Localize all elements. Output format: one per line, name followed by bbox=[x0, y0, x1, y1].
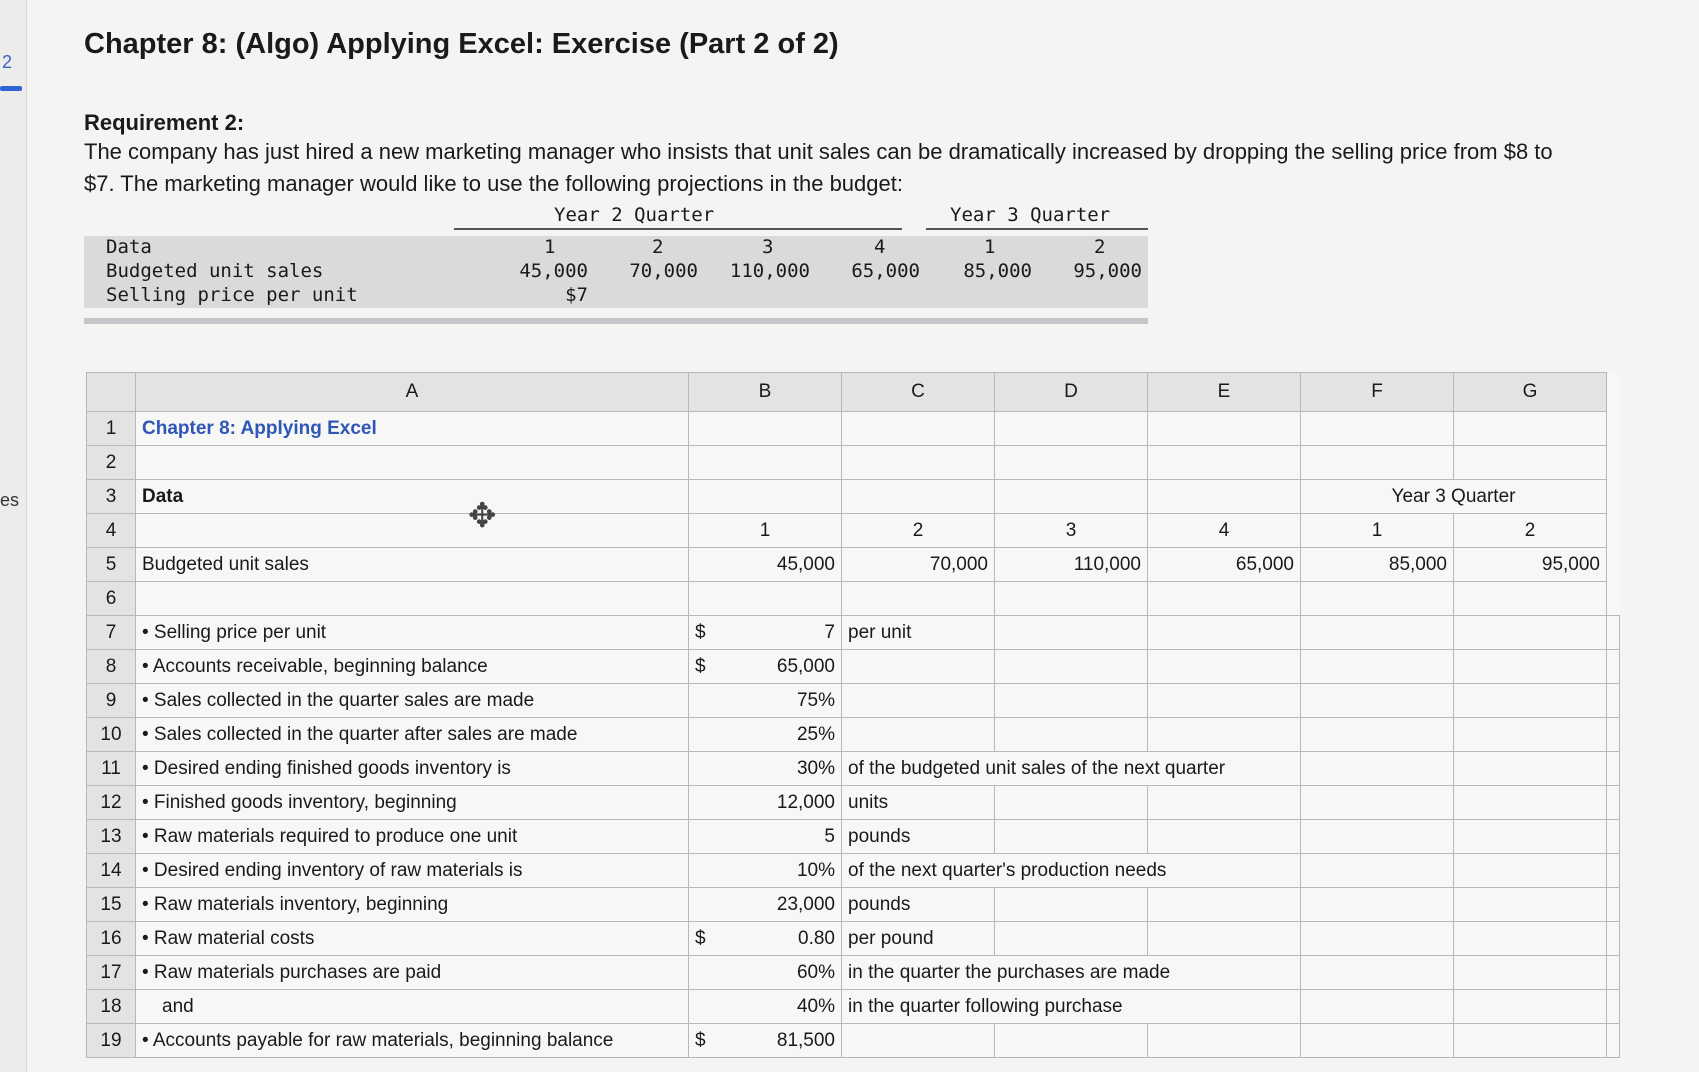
cell[interactable] bbox=[689, 412, 842, 446]
year3-quarter-header: Year 3 Quarter bbox=[950, 204, 1111, 226]
param-value-cell[interactable] bbox=[689, 1024, 842, 1058]
cell[interactable] bbox=[1454, 650, 1607, 684]
projection-bottom-rule bbox=[84, 318, 1148, 324]
cell[interactable] bbox=[1148, 820, 1301, 854]
param-label-cell[interactable]: • Raw materials purchases are paid bbox=[136, 956, 689, 990]
param-label-cell[interactable]: • Sales collected in the quarter after sales are made bbox=[136, 718, 689, 752]
sheet-title-cell[interactable]: Chapter 8: Applying Excel bbox=[136, 412, 689, 446]
cell[interactable] bbox=[136, 514, 689, 548]
cell[interactable] bbox=[1301, 412, 1454, 446]
selling-price-label: Selling price per unit bbox=[106, 284, 358, 306]
row-header[interactable]: 10 bbox=[87, 718, 136, 752]
row-header[interactable]: 17 bbox=[87, 956, 136, 990]
row-header[interactable]: 15 bbox=[87, 888, 136, 922]
cell[interactable] bbox=[1454, 820, 1607, 854]
cell[interactable] bbox=[1148, 1024, 1301, 1058]
param-value: 5 bbox=[824, 825, 835, 847]
cell[interactable] bbox=[1454, 956, 1607, 990]
row-header[interactable]: 5 bbox=[87, 548, 136, 582]
param-label-cell[interactable]: and bbox=[136, 990, 689, 1024]
cell[interactable] bbox=[1148, 446, 1301, 480]
param-value: 81,500 bbox=[776, 1029, 835, 1051]
param-value-cell[interactable] bbox=[689, 752, 842, 786]
param-value: 75% bbox=[796, 689, 835, 711]
row-header[interactable]: 9 bbox=[87, 684, 136, 718]
param-label-cell[interactable]: • Sales collected in the quarter sales are made bbox=[136, 684, 689, 718]
param-note-cell[interactable]: pounds bbox=[842, 820, 995, 854]
q-header: 2 bbox=[1094, 236, 1106, 258]
cell[interactable] bbox=[995, 684, 1148, 718]
cell[interactable] bbox=[1301, 990, 1454, 1024]
param-label-cell[interactable]: • Desired ending inventory of raw materials is bbox=[136, 854, 689, 888]
quarter-cell[interactable]: 3 bbox=[995, 514, 1148, 548]
cell[interactable] bbox=[1148, 684, 1301, 718]
param-label-cell[interactable]: • Desired ending finished goods inventory is bbox=[136, 752, 689, 786]
row-header[interactable]: 11 bbox=[87, 752, 136, 786]
budgeted-value-cell[interactable]: 85,000 bbox=[1301, 548, 1454, 582]
param-value-cell[interactable] bbox=[689, 820, 842, 854]
param-value: 23,000 bbox=[776, 893, 835, 915]
cell[interactable] bbox=[1607, 922, 1620, 956]
param-value-cell[interactable] bbox=[689, 786, 842, 820]
cell[interactable] bbox=[1148, 582, 1301, 616]
param-label-cell[interactable]: • Raw material costs bbox=[136, 922, 689, 956]
param-label-cell[interactable]: • Finished goods inventory, beginning bbox=[136, 786, 689, 820]
cell[interactable] bbox=[995, 616, 1148, 650]
row-header[interactable]: 4 bbox=[87, 514, 136, 548]
cell[interactable] bbox=[1607, 684, 1620, 718]
q-header: 2 bbox=[652, 236, 664, 258]
cell[interactable] bbox=[1301, 718, 1454, 752]
cell[interactable] bbox=[995, 922, 1148, 956]
param-value: 12,000 bbox=[776, 791, 835, 813]
col-header-F[interactable]: F bbox=[1301, 373, 1454, 412]
cell[interactable] bbox=[1454, 752, 1607, 786]
q-header: 1 bbox=[544, 236, 556, 258]
cell[interactable] bbox=[995, 412, 1148, 446]
cell[interactable] bbox=[842, 480, 995, 514]
cell[interactable] bbox=[1454, 922, 1607, 956]
cell[interactable] bbox=[1301, 616, 1454, 650]
cell[interactable] bbox=[1607, 820, 1620, 854]
cell[interactable] bbox=[1607, 650, 1620, 684]
budgeted-value-cell[interactable]: 110,000 bbox=[995, 548, 1148, 582]
price-value: $7 bbox=[565, 284, 588, 306]
cell[interactable] bbox=[1148, 922, 1301, 956]
param-value: 65,000 bbox=[776, 655, 835, 677]
year3-rule bbox=[926, 228, 1148, 230]
row-header[interactable]: 3 bbox=[87, 480, 136, 514]
param-value-cell[interactable] bbox=[689, 854, 842, 888]
page-title: Chapter 8: (Algo) Applying Excel: Exercise (Part 2 of 2) bbox=[84, 28, 839, 60]
param-label-cell[interactable]: • Accounts payable for raw materials, beginning balance bbox=[136, 1024, 689, 1058]
param-label-cell[interactable]: • Selling price per unit bbox=[136, 616, 689, 650]
cell[interactable] bbox=[1607, 616, 1620, 650]
sales-value: 110,000 bbox=[729, 260, 810, 282]
cell[interactable] bbox=[1454, 990, 1607, 1024]
cell[interactable] bbox=[1454, 446, 1607, 480]
cell[interactable] bbox=[995, 888, 1148, 922]
cell[interactable] bbox=[1148, 650, 1301, 684]
cell[interactable] bbox=[1454, 888, 1607, 922]
col-header-D[interactable]: D bbox=[995, 373, 1148, 412]
sales-value: 65,000 bbox=[851, 260, 920, 282]
row-header[interactable]: 8 bbox=[87, 650, 136, 684]
param-value-cell[interactable] bbox=[689, 650, 842, 684]
q-header: 1 bbox=[984, 236, 996, 258]
cell[interactable] bbox=[1607, 956, 1620, 990]
cell[interactable] bbox=[1454, 412, 1607, 446]
q-header: 3 bbox=[762, 236, 774, 258]
cell[interactable] bbox=[995, 1024, 1148, 1058]
budgeted-value-cell[interactable]: 95,000 bbox=[1454, 548, 1607, 582]
cell[interactable] bbox=[1301, 888, 1454, 922]
cell[interactable] bbox=[1607, 752, 1620, 786]
cell[interactable] bbox=[689, 446, 842, 480]
cell[interactable] bbox=[1607, 990, 1620, 1024]
cell[interactable] bbox=[1454, 684, 1607, 718]
budgeted-value-cell[interactable]: 45,000 bbox=[689, 548, 842, 582]
cell[interactable] bbox=[842, 412, 995, 446]
param-note-cell[interactable]: in the quarter the purchases are made bbox=[842, 956, 1301, 990]
cell[interactable] bbox=[1301, 820, 1454, 854]
param-value-cell[interactable] bbox=[689, 888, 842, 922]
param-note-cell[interactable]: per pound bbox=[842, 922, 995, 956]
param-value-cell[interactable] bbox=[689, 990, 842, 1024]
sidebar-active-indicator bbox=[0, 86, 22, 91]
cell[interactable] bbox=[1454, 786, 1607, 820]
col-header-E[interactable]: E bbox=[1148, 373, 1301, 412]
sales-value: 95,000 bbox=[1073, 260, 1142, 282]
cell[interactable] bbox=[1301, 956, 1454, 990]
param-label-cell[interactable]: • Raw materials inventory, beginning bbox=[136, 888, 689, 922]
param-note-cell[interactable]: of the budgeted unit sales of the next quarter bbox=[842, 752, 1301, 786]
cell[interactable] bbox=[1148, 718, 1301, 752]
param-value: 10% bbox=[796, 859, 835, 881]
requirement-text: The company has just hired a new marketing manager who insists that unit sales can be dramatically increased by dropping the selling price from $8 to $7. The marketing manager would like to use the following projections in the budget: bbox=[84, 139, 1553, 196]
cell[interactable] bbox=[1301, 650, 1454, 684]
cell[interactable] bbox=[1301, 684, 1454, 718]
year2-quarter-header: Year 2 Quarter bbox=[554, 204, 715, 226]
cell[interactable] bbox=[136, 582, 689, 616]
quarter-cell[interactable]: 2 bbox=[1454, 514, 1607, 548]
parameter-rows bbox=[87, 616, 1620, 1058]
cell[interactable] bbox=[1607, 854, 1620, 888]
param-note-cell[interactable]: per unit bbox=[842, 616, 995, 650]
row-header[interactable]: 12 bbox=[87, 786, 136, 820]
year2-rule bbox=[454, 228, 902, 230]
param-note-cell[interactable] bbox=[842, 1024, 995, 1058]
sidebar-label[interactable]: es bbox=[0, 490, 20, 510]
currency-symbol: $ bbox=[695, 621, 706, 643]
cell[interactable] bbox=[995, 446, 1148, 480]
row-header[interactable]: 16 bbox=[87, 922, 136, 956]
cell[interactable] bbox=[842, 446, 995, 480]
cell[interactable] bbox=[995, 650, 1148, 684]
cell[interactable] bbox=[1454, 718, 1607, 752]
quarter-cell[interactable]: 4 bbox=[1148, 514, 1301, 548]
param-value: 40% bbox=[796, 995, 835, 1017]
left-sidebar bbox=[0, 0, 27, 1072]
cell[interactable] bbox=[1301, 752, 1454, 786]
col-header-B[interactable]: B bbox=[689, 373, 842, 412]
cell[interactable] bbox=[1301, 854, 1454, 888]
row-header[interactable]: 7 bbox=[87, 616, 136, 650]
param-value: 25% bbox=[796, 723, 835, 745]
col-header-A[interactable]: A bbox=[136, 373, 689, 412]
spreadsheet-grid bbox=[86, 372, 1620, 1058]
quarter-cell[interactable]: 2 bbox=[842, 514, 995, 548]
param-value: 30% bbox=[796, 757, 835, 779]
param-note-cell[interactable] bbox=[842, 684, 995, 718]
cell[interactable] bbox=[842, 582, 995, 616]
row-header[interactable]: 14 bbox=[87, 854, 136, 888]
param-value-cell[interactable] bbox=[689, 956, 842, 990]
param-value: 0.80 bbox=[798, 927, 835, 949]
param-note-cell[interactable]: in the quarter following purchase bbox=[842, 990, 1301, 1024]
param-note-cell[interactable]: of the next quarter's production needs bbox=[842, 854, 1301, 888]
quarter-cell[interactable]: 1 bbox=[689, 514, 842, 548]
param-label-cell[interactable]: • Accounts receivable, beginning balance bbox=[136, 650, 689, 684]
row-header[interactable]: 1 bbox=[87, 412, 136, 446]
corner-cell[interactable] bbox=[87, 373, 136, 412]
currency-symbol: $ bbox=[695, 1029, 706, 1051]
cell[interactable] bbox=[1148, 480, 1301, 514]
cell[interactable] bbox=[995, 820, 1148, 854]
move-cursor-icon: ✥ bbox=[468, 497, 497, 535]
cell[interactable] bbox=[1607, 888, 1620, 922]
quarter-cell[interactable]: 1 bbox=[1301, 514, 1454, 548]
cell[interactable] bbox=[1301, 922, 1454, 956]
cell[interactable] bbox=[1301, 1024, 1454, 1058]
cell[interactable] bbox=[1148, 412, 1301, 446]
sales-value: 85,000 bbox=[963, 260, 1032, 282]
data-cell[interactable]: Data bbox=[136, 480, 689, 514]
data-label: Data bbox=[106, 236, 152, 258]
cell[interactable] bbox=[1148, 786, 1301, 820]
param-value-cell[interactable] bbox=[689, 718, 842, 752]
budgeted-sales-label: Budgeted unit sales bbox=[106, 260, 324, 282]
cell[interactable] bbox=[1454, 854, 1607, 888]
row-header[interactable]: 2 bbox=[87, 446, 136, 480]
currency-symbol: $ bbox=[695, 655, 706, 677]
cell[interactable] bbox=[1454, 1024, 1607, 1058]
param-note-cell[interactable] bbox=[842, 718, 995, 752]
cell[interactable] bbox=[995, 480, 1148, 514]
projection-table bbox=[84, 204, 1148, 328]
cell[interactable] bbox=[1301, 582, 1454, 616]
budgeted-value-cell[interactable]: 65,000 bbox=[1148, 548, 1301, 582]
cell[interactable] bbox=[689, 582, 842, 616]
cell[interactable] bbox=[1607, 718, 1620, 752]
param-label-cell[interactable]: • Raw materials required to produce one unit bbox=[136, 820, 689, 854]
param-value: 7 bbox=[824, 621, 835, 643]
row-header[interactable]: 13 bbox=[87, 820, 136, 854]
row-header[interactable]: 6 bbox=[87, 582, 136, 616]
col-header-C[interactable]: C bbox=[842, 373, 995, 412]
row-header[interactable]: 18 bbox=[87, 990, 136, 1024]
cell[interactable] bbox=[1607, 1024, 1620, 1058]
param-value: 60% bbox=[796, 961, 835, 983]
cell[interactable] bbox=[995, 786, 1148, 820]
param-note-cell[interactable]: pounds bbox=[842, 888, 995, 922]
cell[interactable] bbox=[1454, 582, 1607, 616]
budgeted-value-cell[interactable]: 70,000 bbox=[842, 548, 995, 582]
cell[interactable] bbox=[1607, 786, 1620, 820]
currency-symbol: $ bbox=[695, 927, 706, 949]
sales-value: 70,000 bbox=[629, 260, 698, 282]
col-header-G[interactable]: G bbox=[1454, 373, 1607, 412]
cell[interactable] bbox=[689, 480, 842, 514]
cell[interactable] bbox=[1301, 786, 1454, 820]
param-value-cell[interactable] bbox=[689, 684, 842, 718]
row-header[interactable]: 19 bbox=[87, 1024, 136, 1058]
q-header: 4 bbox=[874, 236, 886, 258]
param-value-cell[interactable] bbox=[689, 922, 842, 956]
cell[interactable] bbox=[1301, 446, 1454, 480]
sidebar-number[interactable]: 2 bbox=[2, 52, 13, 72]
param-note-cell[interactable]: units bbox=[842, 786, 995, 820]
requirement-heading: Requirement 2: bbox=[84, 110, 245, 135]
cell[interactable] bbox=[995, 718, 1148, 752]
year3-quarter-cell[interactable]: Year 3 Quarter bbox=[1301, 480, 1607, 514]
cell[interactable] bbox=[136, 446, 689, 480]
cell[interactable] bbox=[995, 582, 1148, 616]
cell[interactable] bbox=[1148, 616, 1301, 650]
param-value-cell[interactable] bbox=[689, 616, 842, 650]
cell[interactable] bbox=[1148, 888, 1301, 922]
budgeted-label-cell[interactable]: Budgeted unit sales bbox=[136, 548, 689, 582]
sales-value: 45,000 bbox=[519, 260, 588, 282]
cell[interactable] bbox=[1454, 616, 1607, 650]
param-note-cell[interactable] bbox=[842, 650, 995, 684]
